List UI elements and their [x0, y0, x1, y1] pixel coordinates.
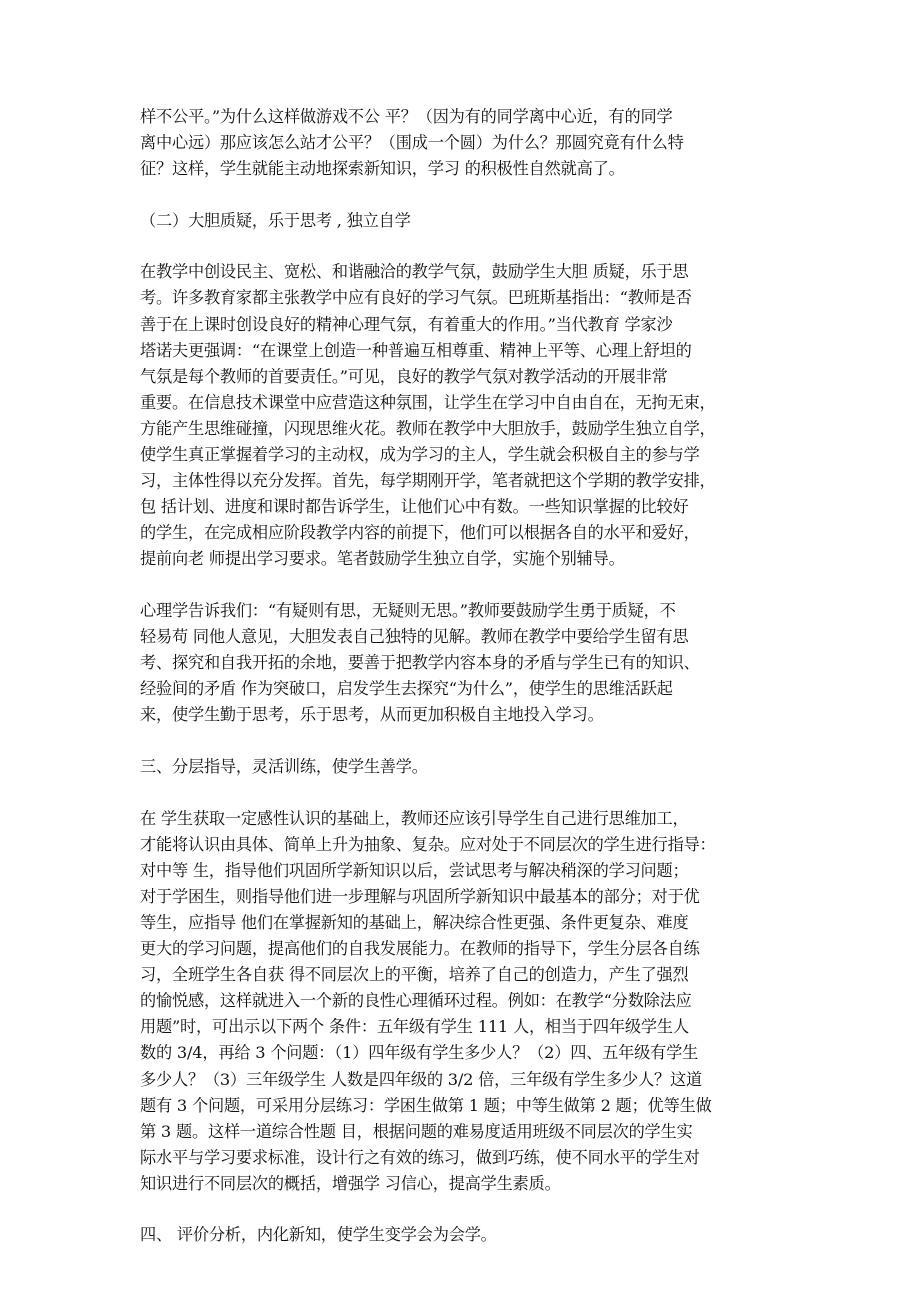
text-line: 在 学生获取一定感性认识的基础上，教师还应该引导学生自己进行思维加工，	[140, 808, 689, 828]
section-heading-2	[140, 208, 785, 234]
text-line: 际水平与学习要求标准，设计行之有效的练习，做到巧练，使不同水平的学生对	[140, 1147, 700, 1167]
text-line: 轻易苟 同他人意见，大胆发表自己独特的见解。教师在教学中要给学生留有思	[140, 627, 689, 647]
text-line: 经验间的矛盾 作为突破口，启发学生去探究“为什么”，使学生的思维活跃起	[140, 679, 673, 699]
text-line: 对中等 生，指导他们巩固所学新知识以后，尝试思考与解决稍深的学习问题；	[140, 860, 689, 880]
text-line: 塔诺夫更强调：“在课堂上创造一种普遍互相尊重、精神上平等、心理上舒坦的	[140, 340, 692, 360]
paragraph-layered-guidance	[140, 806, 785, 1197]
text-line: 方能产生思维碰撞，闪现思维火花。教师在教学中大胆放手，鼓励学生独立自学，	[140, 418, 716, 438]
text-line: 提前向老 师提出学习要求。笔者鼓励学生独立自学，实施个别辅导。	[140, 549, 625, 569]
text-line: 数的 3/4，再给 3 个问题：（1）四年级有学生多少人？（2）四、五年级有学生	[140, 1043, 699, 1063]
text-line: 气氛是每个教师的首要责任。”可见，良好的教学气氛对教学活动的开展非常	[140, 366, 668, 386]
text-line: 心理学告诉我们：“有疑则有思，无疑则无思。”教师要鼓励学生勇于质疑，不	[140, 601, 676, 620]
text-line: 重要。在信息技术课堂中应营造这种氛围，让学生在学习中自由自在，无拘无束，	[140, 392, 716, 412]
text-line: 的学生，在完成相应阶段教学内容的前提下，他们可以根据各自的水平和爱好，	[140, 523, 700, 543]
text-line: 离中心远）那应该怎么站才公平？（围成一个圆）为什么？那圆究竟有什么特	[140, 133, 684, 153]
text-line: 的愉悦感，这样就进入一个新的良性心理循环过程。例如：在教学“分数除法应	[140, 991, 692, 1011]
text-line: 第 3 题。这样一道综合性题 目，根据问题的难易度适用班级不同层次的学生实	[140, 1121, 693, 1141]
text-line: 样不公平。”为什么这样做游戏不公 平？（因为有的同学离中心近，有的同学	[140, 107, 673, 126]
text-line: 多少人？（3）三年级学生 人数是四年级的 3/2 倍，三年级有学生多少人？这道	[140, 1069, 702, 1089]
text-line: 使学生真正掌握着学习的主动权，成为学习的主人，学生就会积极自主的参与学	[140, 445, 700, 465]
text-line: 更大的学习问题，提高他们的自我发展能力。在教师的指导下，学生分层各自练	[140, 939, 700, 959]
text-line: 征？这样，学生就能主动地探索新知识，学习 的积极性自然就高了。	[140, 159, 625, 179]
text-line: 对于学困生，则指导他们进一步理解与巩固所学新知识中最基本的部分；对于优	[140, 886, 700, 906]
text-line: 习，主体性得以充分发挥。首先，每学期刚开学，笔者就把这个学期的教学安排，	[140, 471, 716, 491]
section-heading-3	[140, 754, 785, 780]
paragraph-teaching-atmosphere	[140, 259, 785, 572]
text-line: 等生，应指导 他们在掌握新知的基础上，解决综合性更强、条件更复杂、难度	[140, 912, 689, 932]
text-line: 题有 3 个问题，可采用分层练习：学困生做第 1 题；中等生做第 2 题；优等生做	[140, 1095, 712, 1115]
heading-text: （二）大胆质疑，乐于思考 , 独立自学	[140, 210, 411, 230]
text-line: 习，全班学生各自获 得不同层次上的平衡，培养了自己的创造力，产生了强烈	[140, 965, 689, 985]
paragraph-game-fairness	[140, 104, 785, 182]
section-heading-4	[140, 1222, 785, 1248]
text-line: 考。许多教育家都主张教学中应有良好的学习气氛。巴班斯基指出：“教师是否	[140, 288, 692, 308]
paragraph-psychology-questioning	[140, 598, 785, 728]
text-line: 才能将认识由具体、简单上升为抽象、复杂。应对处于不同层次的学生进行指导：	[140, 834, 716, 854]
text-line: 在教学中创设民主、宽松、和谐融洽的教学气氛，鼓励学生大胆 质疑，乐于思	[140, 262, 689, 282]
heading-text: 四、 评价分析，内化新知，使学生变学会为会学。	[140, 1225, 497, 1245]
heading-text: 三、分层指导，灵活训练，使学生善学。	[140, 756, 428, 776]
document-page	[140, 104, 785, 1274]
text-line: 考、探究和自我开拓的余地，要善于把教学内容本身的矛盾与学生已有的知识、	[140, 653, 700, 673]
text-line: 包 括计划、进度和课时都告诉学生，让他们心中有数。一些知识掌握的比较好	[140, 497, 689, 517]
text-line: 善于在上课时创设良好的精神心理气氛，有着重大的作用。”当代教育 学家沙	[140, 314, 673, 334]
text-line: 用题”时，可出示以下两个 条件：五年级有学生 111 人，相当于四年级学生人	[140, 1017, 689, 1037]
text-line: 来，使学生勤于思考，乐于思考，从而更加积极自主地投入学习。	[140, 705, 604, 725]
text-line: 知识进行不同层次的概括，增强学 习信心，提高学生素质。	[140, 1173, 561, 1193]
